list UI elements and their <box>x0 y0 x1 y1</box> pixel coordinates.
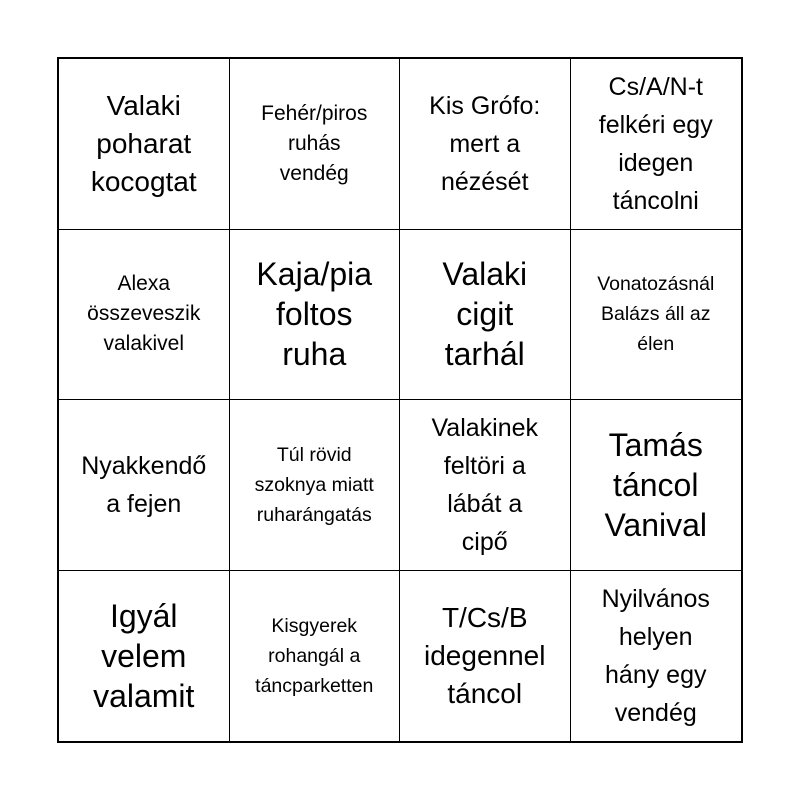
bingo-cell-text: Vonatozásnál Balázs áll az élen <box>597 273 715 356</box>
bingo-cell-text: Nyilvános helyen hány egy vendég <box>601 584 710 727</box>
bingo-cell-15[interactable] <box>400 571 571 742</box>
bingo-cell-10[interactable] <box>230 400 401 571</box>
bingo-cell-text: Valakinek feltöri a lábát a cipő <box>431 413 539 556</box>
bingo-cell-5[interactable] <box>59 230 230 401</box>
bingo-board <box>57 57 743 743</box>
bingo-cell-2[interactable] <box>230 59 401 230</box>
bingo-cell-11[interactable] <box>400 400 571 571</box>
bingo-cell-12[interactable] <box>571 400 742 571</box>
bingo-cell-16[interactable] <box>571 571 742 742</box>
bingo-cell-7[interactable] <box>400 230 571 401</box>
bingo-cell-text: Cs/A/N-t felkéri egy idegen táncolni <box>598 72 713 215</box>
bingo-cell-text: Valaki poharat kocogtat <box>90 89 197 197</box>
bingo-cell-6[interactable] <box>230 230 401 401</box>
bingo-cell-text: Valaki cigit tarhál <box>442 256 528 373</box>
bingo-cell-text: Alexa összeveszik valakivel <box>87 272 201 356</box>
bingo-cell-4[interactable] <box>571 59 742 230</box>
bingo-cell-text: Nyakkendő a fejen <box>81 451 207 518</box>
bingo-cell-13[interactable] <box>59 571 230 742</box>
bingo-cell-text: Kaja/pia foltos ruha <box>256 256 373 373</box>
bingo-cell-3[interactable] <box>400 59 571 230</box>
bingo-cell-text: Tamás táncol Vanival <box>604 426 708 543</box>
bingo-cell-14[interactable] <box>230 571 401 742</box>
bingo-cell-text: T/Cs/B idegennel táncol <box>424 601 546 709</box>
bingo-cell-text: Kis Grófo: mert a nézését <box>429 91 541 196</box>
bingo-cell-1[interactable] <box>59 59 230 230</box>
bingo-cell-text: Túl rövid szoknya miatt ruharángatás <box>254 443 374 526</box>
bingo-cell-8[interactable] <box>571 230 742 401</box>
bingo-cell-text: Igyál velem valamit <box>93 597 195 714</box>
bingo-cell-9[interactable] <box>59 400 230 571</box>
bingo-cell-text: Fehér/piros ruhás vendég <box>261 101 368 185</box>
bingo-cell-text: Kisgyerek rohangál a táncparketten <box>255 614 374 697</box>
